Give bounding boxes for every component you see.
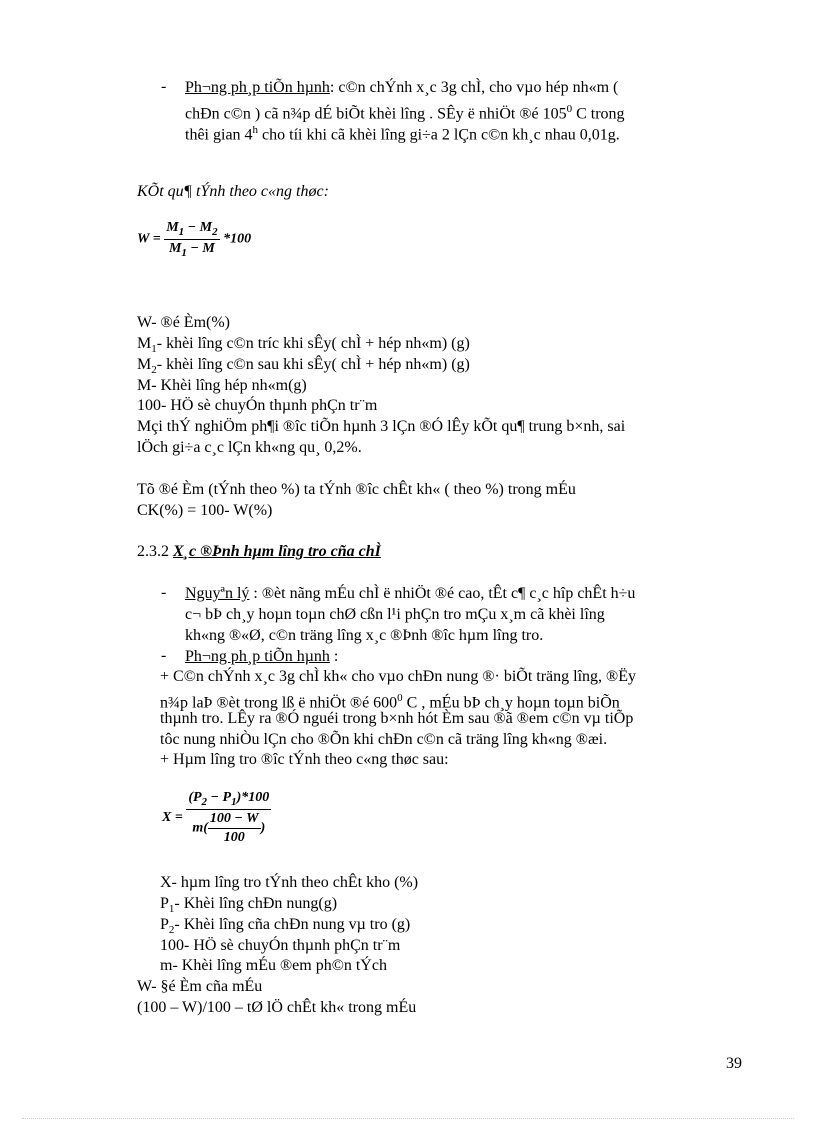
fw-num-op: − [184, 220, 200, 235]
method-1-line-2-text: chÐn c©n ) cã n¾p dÉ biÕt khèi lîng . SÊy ë nhiÖt ®é 105 [185, 105, 567, 123]
principle-line-1 [185, 584, 635, 604]
formula-x-denominator [186, 810, 271, 846]
legend-m1-sub: 1 [151, 343, 157, 356]
fx-num-sub1: 1 [231, 795, 237, 808]
method-1-line-3-a: thêi gian 4 [185, 126, 253, 144]
legend-p1-b: - Khèi lîng chÐn nung(g) [174, 895, 338, 912]
fx-inner-den: 100 [223, 829, 245, 845]
principle-line-3: kh«ng ®«Ø, c©n träng lîng x¸c ®Þnh ®îc hµm lîng tro. [185, 627, 544, 644]
method-1-label: Ph¬ng ph¸p tiÕn hµnh [185, 79, 330, 96]
page-number: 39 [726, 1055, 742, 1072]
formula-x-inner-fraction [208, 811, 261, 846]
fx-inner-num: 100 − W [208, 811, 261, 829]
legend-p1-a: P [160, 895, 169, 912]
method-2-p3: thµnh tro. LÊy ra ®Ó nguéi trong b×nh hót Èm sau ®ã ®em c©n vµ tiÕp [160, 710, 634, 727]
formula-x-lhs: X = [162, 809, 183, 825]
bullet-method-1: - [161, 78, 167, 95]
fx-num-sub2: 2 [201, 795, 208, 808]
method-1-line-3-b: cho tíi khi cã khèi lîng gi÷a 2 lÇn c©n kh¸c nhau 0,01g. [258, 126, 620, 144]
fw-den-a-sub: 1 [181, 246, 187, 259]
method-2-label: Ph¬ng ph¸p tiÕn hµnh [185, 648, 330, 665]
formula-x-fraction [186, 790, 271, 846]
legend-m2-b: - khèi lîng c©n sau khi sÊy( chÌ + hép nh«m) (g) [156, 356, 470, 373]
fw-num-b-sub: 2 [212, 225, 218, 238]
method-2-p2-b: C , mÉu bÞ ch¸y hoµn toµn biÕn [402, 694, 620, 712]
method-1-line-2-sup: 0 [566, 103, 573, 115]
formula-w-denominator [164, 240, 219, 259]
legend-factor: 100- HÖ sè chuyÓn thµnh phÇn tr¨m [137, 397, 378, 414]
legend-p1-sub: 1 [168, 903, 175, 916]
legend-x-ratio: (100 – W)/100 – tØ lÖ chÊt kh« trong mÉu [137, 999, 417, 1016]
fx-num-tail: )*100 [236, 790, 270, 805]
formula-w-fraction [164, 220, 219, 259]
dry-matter-line-1: Tõ ®é Èm (tÝnh theo %) ta tÝnh ®îc chÊt kh« ( theo %) trong mÉu [137, 481, 576, 498]
formula-w-tail: *100 [223, 231, 252, 247]
legend-p2-a: P [160, 916, 169, 933]
legend-repeat-1: Mçi thÝ nghiÖm ph¶i ®îc tiÕn hµnh 3 lÇn ®Ó lÊy kÕt qu¶ trung b×nh, sai [137, 418, 626, 435]
principle-line-1-text: : ®èt nãng mÉu chÌ ë nhiÖt ®é cao, tÊt c¶ c¸c hîp chÊt h÷u [249, 585, 636, 602]
method-1-line-1 [185, 78, 726, 98]
legend-p2-sub: 2 [168, 924, 175, 937]
legend-m1-a: M [137, 335, 152, 352]
method-2-p2-sup: 0 [397, 692, 403, 704]
method-2-label-tail: : [329, 648, 339, 665]
formula-w-lhs: W = [137, 231, 161, 247]
legend-p2-b: - Khèi lîng cña chÐn nung vµ tro (g) [174, 916, 411, 933]
formula-x-numerator [186, 790, 271, 810]
legend-m1-b: - khèi lîng c©n tríc khi sÊy( chÌ + hép nh«m) (g) [156, 335, 470, 352]
fw-num-a-sub: 1 [178, 225, 185, 238]
bullet-method-2: - [161, 647, 167, 664]
fx-num-mid: − P [207, 790, 232, 805]
bullet-principle: - [161, 584, 167, 601]
method-2-p1: + C©n chÝnh x¸c 3g chÌ kh« cho vµo chÐn nung ®· biÕt träng lîng, ®Ëy [160, 668, 636, 685]
method-2-p2-a: n¾p laÞ ®èt trong lß ë nhiÖt ®é 600 [160, 694, 398, 712]
method-1-line-1-text: : c©n chÝnh x¸c 3g chÌ, cho vµo hép nh«m ( [329, 79, 619, 96]
method-2-p5: + Hµm lîng tro ®îc tÝnh theo c«ng thøc sau: [160, 751, 449, 768]
legend-x-w: W- §é Èm cña mÉu [137, 978, 263, 995]
method-2-heading [185, 647, 338, 667]
formula-ash [162, 790, 271, 846]
formula-moisture [137, 220, 251, 259]
method-1-line-3 [185, 120, 620, 145]
legend-m: M- Khèi lîng hép nh«m(g) [137, 377, 307, 394]
legend-repeat-2: lÖch gi÷a c¸c lÇn kh«ng qu¸ 0,2%. [137, 439, 362, 456]
section-232-number: 2.3.2 [137, 543, 169, 560]
principle-line-2: c¬ bÞ ch¸y hoµn toµn chØ cßn l¹i phÇn tro mÇu x¸m cã khèi lîng [185, 606, 605, 623]
legend-x: X- hµm lîng tro tÝnh theo chÊt kho (%) [160, 874, 419, 891]
fw-den-op: − [186, 240, 203, 256]
fw-den-b: M [202, 240, 215, 256]
fw-num-b: M [199, 220, 213, 235]
method-1-line-2-end: C trong [572, 105, 625, 123]
fw-den-a: M [168, 240, 182, 256]
method-1-line-3-sup: h [252, 124, 259, 136]
legend-x-m: m- Khèi lîng mÉu ®em ph©n tÝch [160, 957, 387, 974]
formula-w-numerator [164, 220, 219, 240]
fx-num: (P [188, 790, 202, 805]
dry-matter-line-2: CK(%) = 100- W(%) [137, 502, 273, 519]
section-232-title: X¸c ®Þnh hµm lîng tro cña chÌ [173, 543, 381, 560]
principle-label: Nguyªn lý [185, 585, 250, 602]
result-heading: KÕt qu¶ tÝnh theo c«ng thøc: [137, 183, 329, 200]
legend-w: W- ®é Èm(%) [137, 314, 231, 331]
legend-x-factor: 100- HÖ sè chuyÓn thµnh phÇn tr¨m [160, 937, 401, 954]
legend-m2-sub: 2 [151, 364, 157, 377]
legend-m2-a: M [137, 356, 152, 373]
method-2-p4: tôc nung nhiÒu lÇn cho ®Õn khi chÐn c©n cã träng lîng kh«ng ®æi. [160, 731, 608, 748]
footer-dotted-rule [22, 1118, 794, 1119]
fw-num-a: M [166, 220, 179, 235]
fx-den-m: m( [192, 820, 208, 836]
fx-den-close: ) [260, 820, 266, 836]
section-232-heading [137, 542, 381, 562]
